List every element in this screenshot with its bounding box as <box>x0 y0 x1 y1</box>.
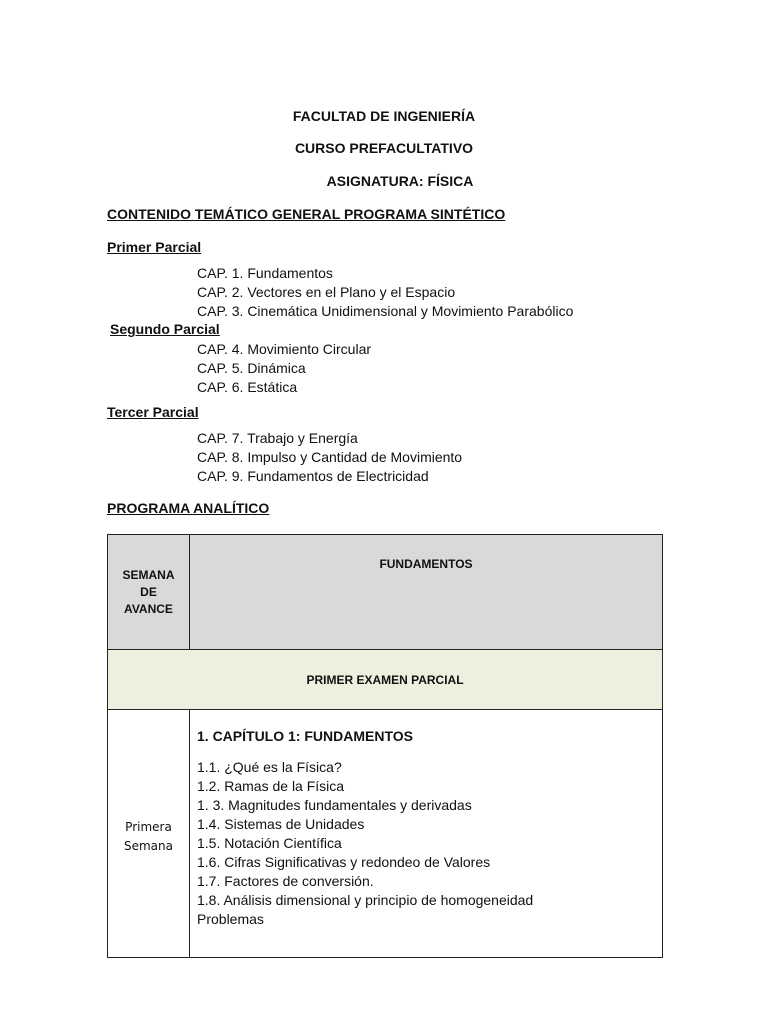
week-column-header <box>108 535 190 650</box>
primer-parcial-chapters <box>197 264 573 321</box>
list-item: 1.5. Notación Científica <box>197 835 342 851</box>
week-cell <box>108 710 190 958</box>
header-line: AVANCE <box>124 601 173 616</box>
tercer-parcial-chapters <box>197 429 462 486</box>
list-item: 1.6. Cifras Significativas y redondeo de Valores <box>197 854 491 870</box>
analytic-program-heading: PROGRAMA ANALÍTICO <box>107 500 270 516</box>
week-line: Primera <box>125 819 172 834</box>
list-item: 1.8. Análisis dimensional y principio de homogeneidad <box>197 892 534 908</box>
chapter-item: CAP. 4. Movimiento Circular <box>197 341 372 357</box>
chapter-item: CAP. 9. Fundamentos de Electricidad <box>197 468 429 484</box>
content-cell <box>190 710 663 958</box>
fundamentos-column-header: FUNDAMENTOS <box>190 535 663 650</box>
chapter-title: 1. CAPÍTULO 1: FUNDAMENTOS <box>197 728 413 744</box>
chapter-item: CAP. 2. Vectores en el Plano y el Espacio <box>197 284 456 300</box>
chapter-item: CAP. 5. Dinámica <box>197 360 306 376</box>
general-content-heading: CONTENIDO TEMÁTICO GENERAL PROGRAMA SINTÉTICO <box>107 206 506 222</box>
table-header-row <box>108 535 663 650</box>
tercer-parcial-heading: Tercer Parcial <box>107 404 199 420</box>
list-item: 1.1. ¿Qué es la Física? <box>197 759 342 775</box>
list-item: 1. 3. Magnitudes fundamentales y derivadas <box>197 797 472 813</box>
chapter-item: CAP. 1. Fundamentos <box>197 265 333 281</box>
chapter-item: CAP. 3. Cinemática Unidimensional y Movimiento Parabólico <box>197 303 574 319</box>
topic-list <box>197 758 662 929</box>
list-item: 1.4. Sistemas de Unidades <box>197 816 365 832</box>
header-line: SEMANA <box>122 567 175 582</box>
primer-parcial-heading: Primer Parcial <box>107 239 202 255</box>
table-row <box>108 710 663 958</box>
chapter-item: CAP. 7. Trabajo y Energía <box>197 430 358 446</box>
exam-label: PRIMER EXAMEN PARCIAL <box>108 650 663 710</box>
list-item: Problemas <box>197 911 264 927</box>
list-item: 1.2. Ramas de la Física <box>197 778 345 794</box>
chapter-item: CAP. 8. Impulso y Cantidad de Movimiento <box>197 449 463 465</box>
analytic-program-table <box>107 534 663 958</box>
segundo-parcial-chapters <box>197 340 371 397</box>
subject-title: ASIGNATURA: FÍSICA <box>326 173 474 189</box>
header-line: DE <box>140 584 157 599</box>
chapter-item: CAP. 6. Estática <box>197 379 298 395</box>
list-item: 1.7. Factores de conversión. <box>197 873 374 889</box>
week-line: Semana <box>123 838 173 853</box>
faculty-title: FACULTAD DE INGENIERÍA <box>292 108 476 124</box>
course-title: CURSO PREFACULTATIVO <box>294 140 474 156</box>
exam-row <box>108 650 663 710</box>
segundo-parcial-heading: Segundo Parcial <box>110 321 220 337</box>
